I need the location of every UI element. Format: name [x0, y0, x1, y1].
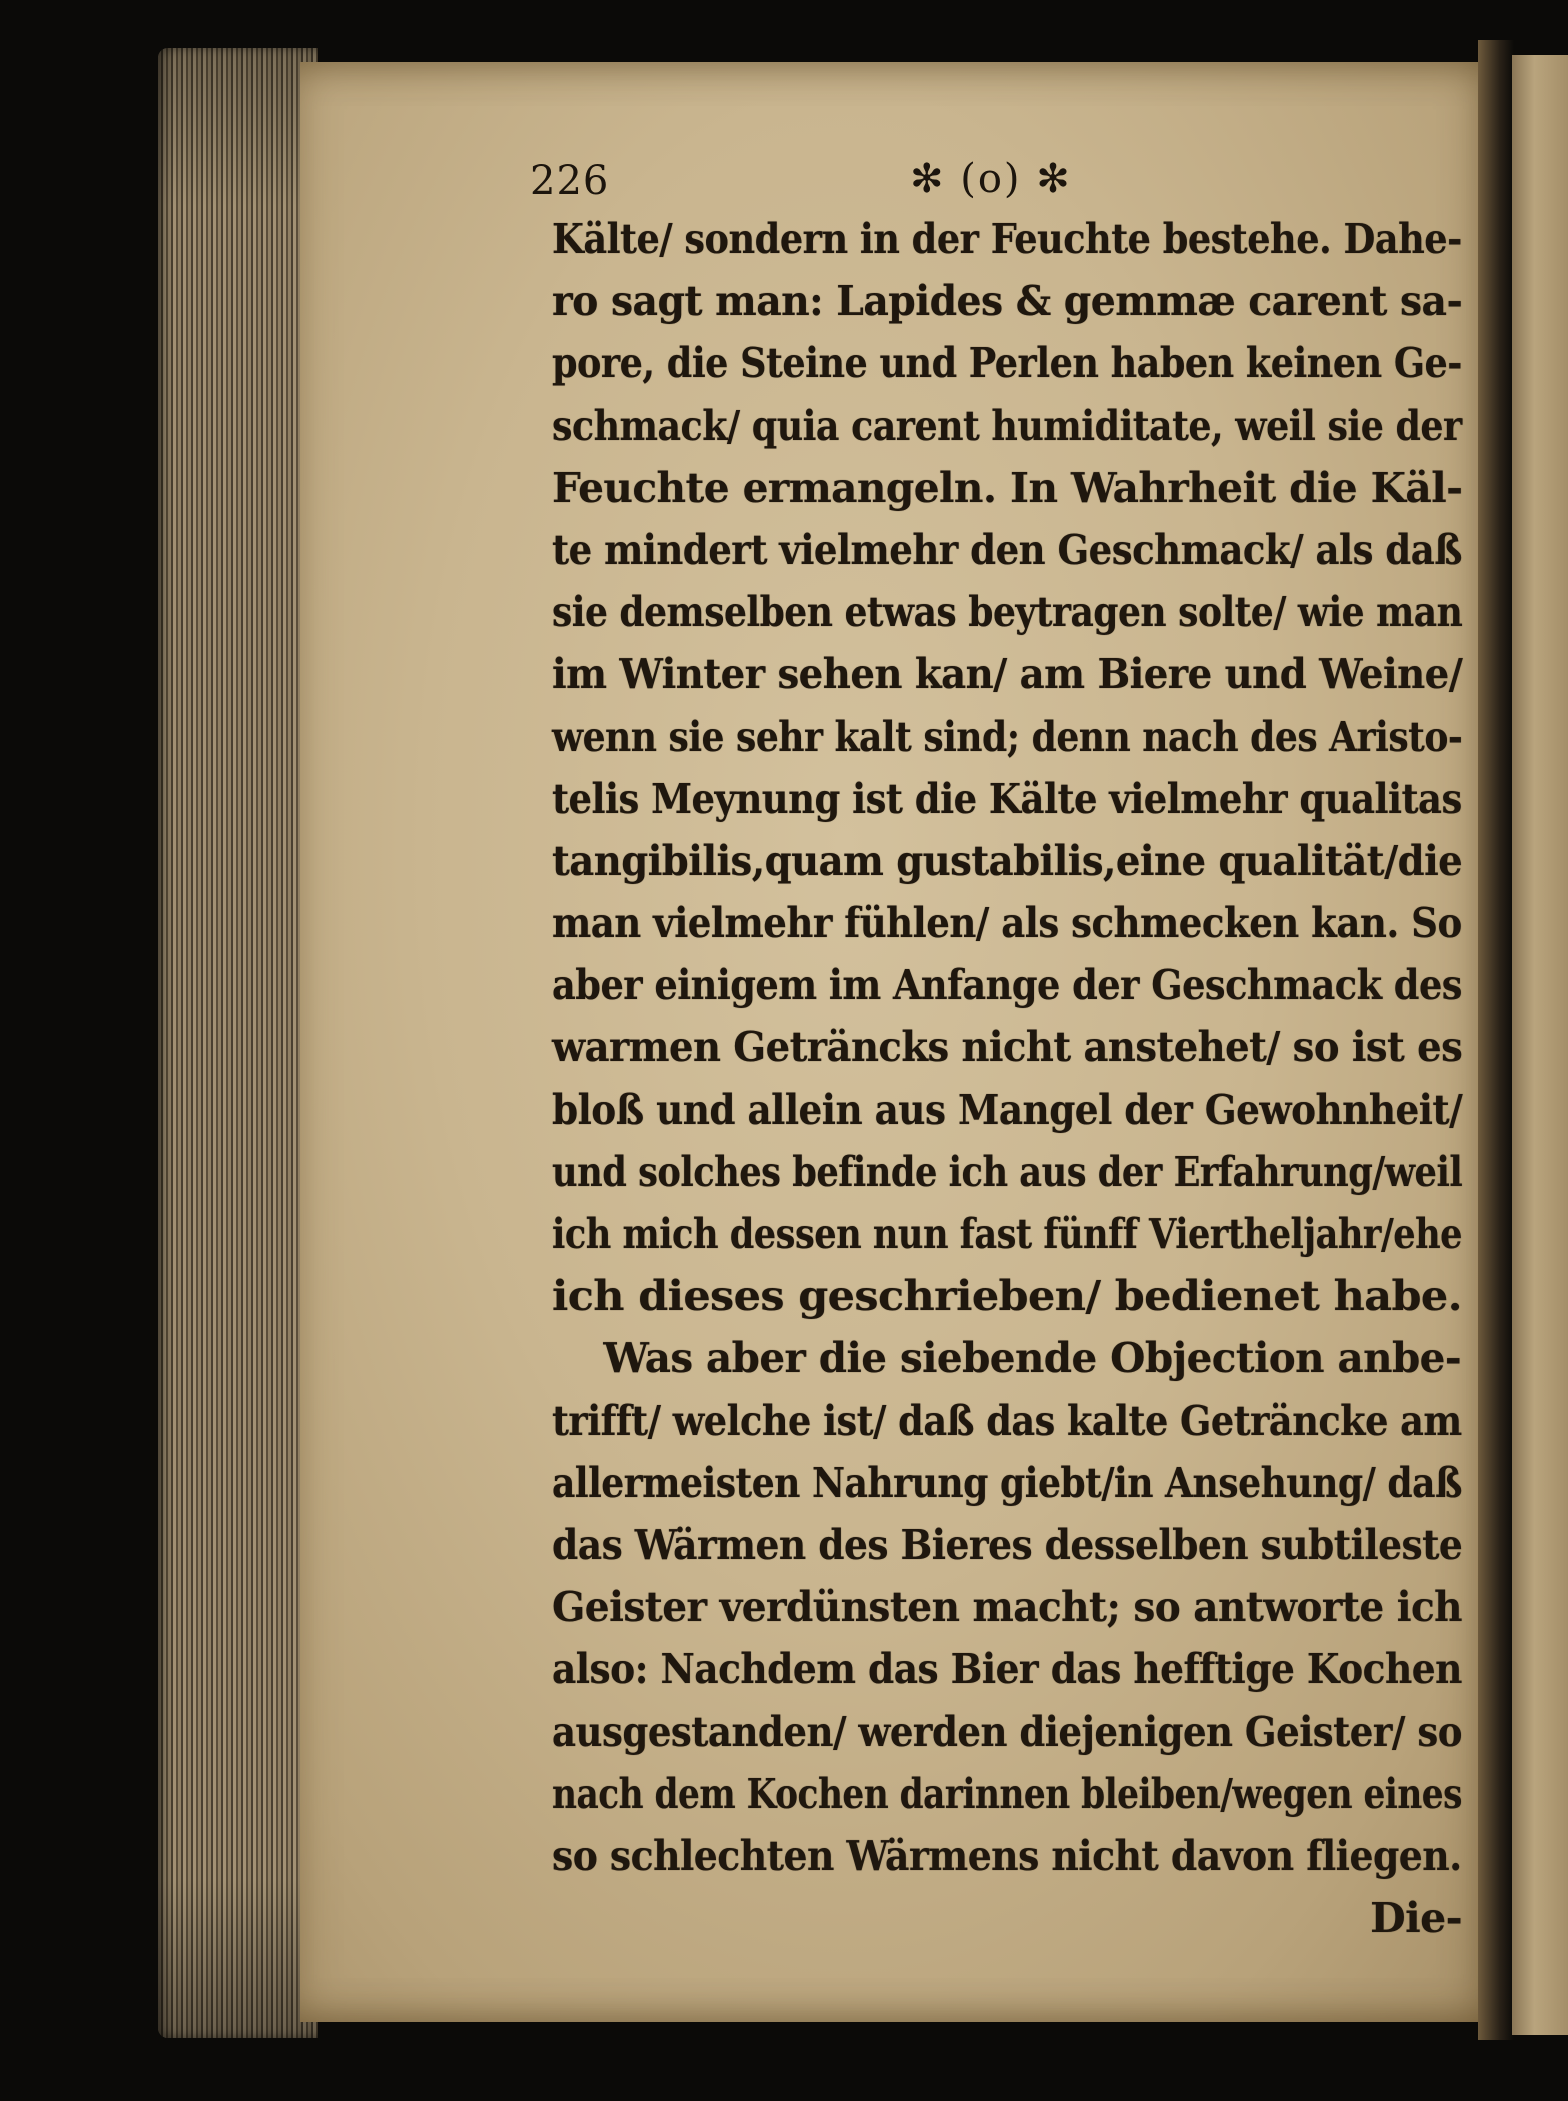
text-line: warmen Geträncks nicht anstehet/ so ist es: [552, 1023, 1463, 1072]
text-line: ich mich dessen nun fast fünff Viertheljahr/ehe: [552, 1210, 1463, 1258]
text-line: telis Meynung ist die Kälte vielmehr qualitas: [552, 774, 1462, 823]
text-line: te mindert vielmehr den Geschmack/ als daß: [552, 525, 1462, 574]
text-line: pore, die Steine und Perlen haben keinen Ge-: [552, 339, 1462, 388]
text-line: man vielmehr fühlen/ als schmecken kan. So: [552, 899, 1462, 948]
body-text: [552, 208, 1462, 1949]
text-line: Feuchte ermangeln. In Wahrheit die Käl-: [552, 463, 1463, 512]
text-line: tangibilis,quam gustabilis,eine qualität/die: [552, 836, 1463, 885]
text-line: und solches befinde ich aus der Erfahrung/weil: [552, 1147, 1463, 1196]
text-line: aber einigem im Anfange der Geschmack des: [552, 961, 1462, 1010]
text-line: ausgestanden/ werden diejenigen Geister/ so: [552, 1707, 1462, 1756]
text-line: also: Nachdem das Bier das hefftige Kochen: [552, 1645, 1462, 1694]
text-line: nach dem Kochen darinnen bleiben/wegen eines: [552, 1769, 1462, 1818]
text-line: sie demselben etwas beytragen solte/ wie man: [552, 588, 1463, 637]
paragraph-start-line: Was aber die siebende Objection anbe-: [603, 1334, 1462, 1383]
text-line: ich dieses geschrieben/ bedienet habe.: [552, 1272, 1462, 1321]
catchword: Die-: [1370, 1894, 1462, 1943]
book-gutter: [1478, 40, 1514, 2040]
facing-page-edge: [1512, 55, 1568, 2035]
text-line: so schlechten Wärmens nicht davon fliegen.: [552, 1831, 1462, 1880]
text-line: Geister verdünsten macht; so antworte ich: [552, 1583, 1463, 1632]
page-edges: [158, 48, 318, 2038]
text-line: das Wärmen des Bieres desselben subtileste: [552, 1520, 1463, 1569]
text-line: trifft/ welche ist/ daß das kalte Geträncke am: [552, 1396, 1462, 1445]
text-line: bloß und allein aus Mangel der Gewohnheit/: [552, 1085, 1463, 1134]
text-line: schmack/ quia carent humiditate, weil sie der: [552, 401, 1462, 450]
text-line: ro sagt man: Lapides & gemmæ carent sa-: [552, 277, 1463, 326]
text-line: allermeisten Nahrung giebt/in Ansehung/ daß: [552, 1458, 1462, 1507]
running-head-ornament: ✻ (o) ✻: [910, 156, 1072, 202]
page-number: 226: [530, 158, 610, 204]
text-line: Kälte/ sondern in der Feuchte bestehe. Dahe-: [552, 215, 1462, 263]
text-line: im Winter sehen kan/ am Biere und Weine/: [552, 650, 1463, 699]
text-line: wenn sie sehr kalt sind; denn nach des Aristo-: [552, 712, 1463, 761]
